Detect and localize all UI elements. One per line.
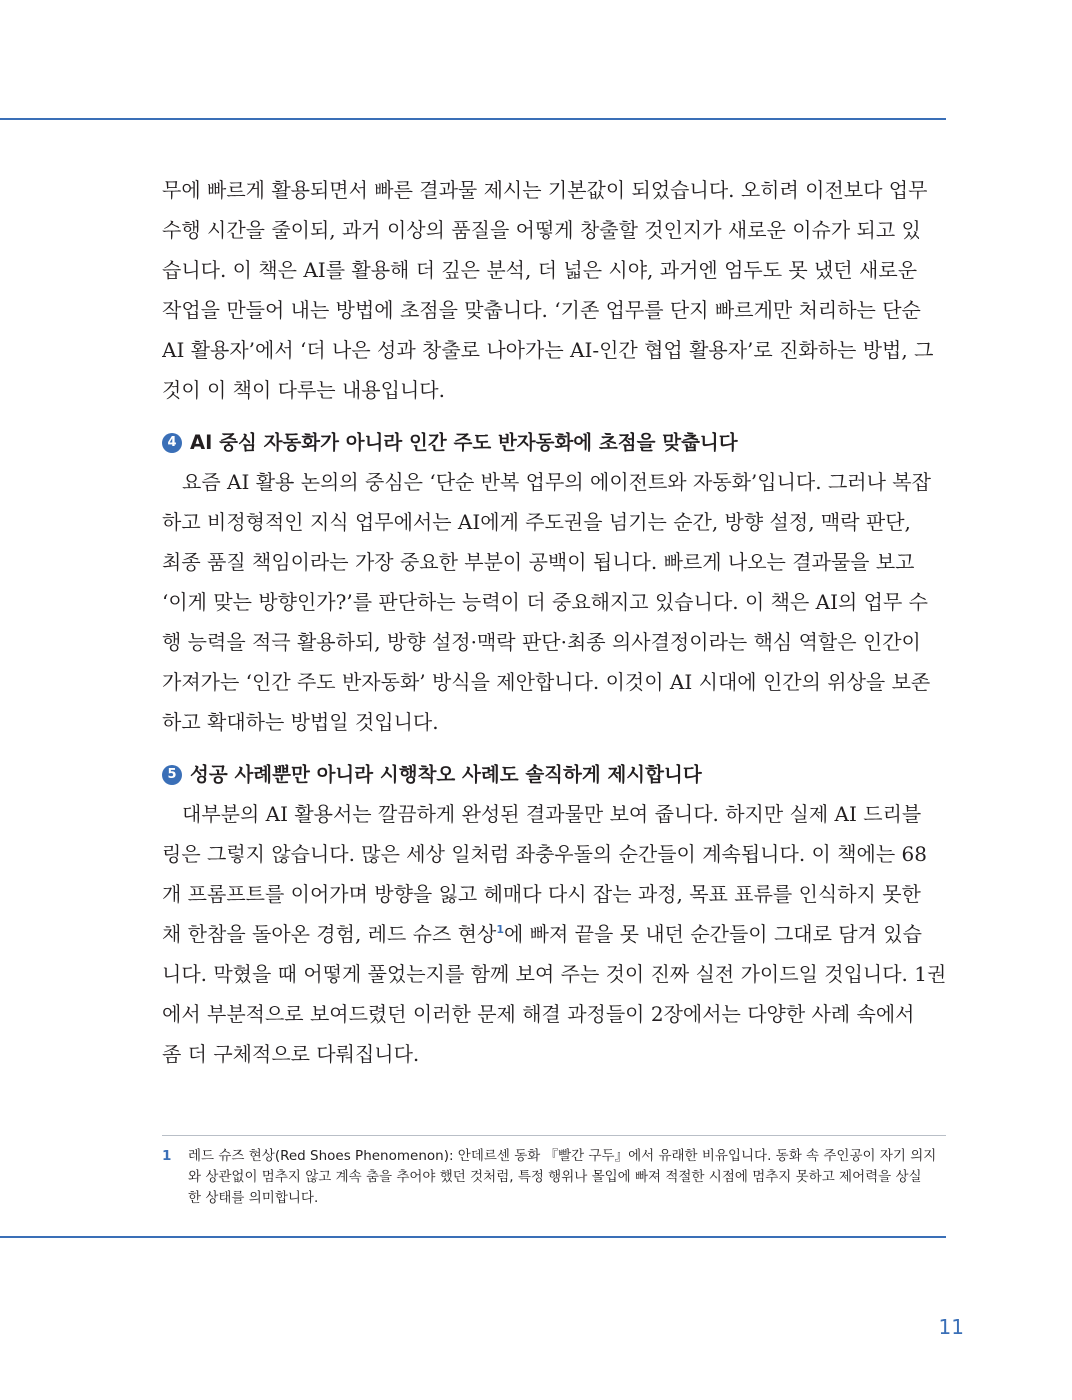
text-line: 하고 비정형적인 지식 업무에서는 AI에게 주도권을 넘기는 순간, 방향 설정, 맥락 판단, <box>162 510 911 534</box>
number-badge-icon: 5 <box>162 765 182 785</box>
text-line: 가져가는 ‘인간 주도 반자동화’ 방식을 제안합니다. 이것이 AI 시대에 인간의 위상을 보존 <box>162 670 931 694</box>
number-badge-icon: 4 <box>162 433 182 453</box>
text-line: 요즘 AI 활용 논의의 중심은 ‘단순 반복 업무의 에이전트와 자동화’입니다. 그러나 복잡 <box>182 470 931 494</box>
text-line: 니다. 막혔을 때 어떻게 풀었는지를 함께 보여 주는 것이 진짜 실전 가이드일 것입니다. 1권 <box>162 962 946 986</box>
footnote-text <box>188 1146 936 1209</box>
text-segment: 에 빠져 끝을 못 내던 순간들이 그대로 담겨 있습 <box>503 922 922 946</box>
page-number: 11 <box>938 1315 964 1339</box>
text-line: 개 프롬프트를 이어가며 방향을 잃고 헤매다 다시 잡는 과정, 목표 표류를 인식하지 못한 <box>162 882 921 906</box>
section-5-title: 성공 사례뿐만 아니라 시행착오 사례도 솔직하게 제시합니다 <box>190 763 702 786</box>
section-5-heading <box>162 758 946 792</box>
section-4-paragraph <box>162 462 946 742</box>
section-5-paragraph <box>162 794 946 1074</box>
intro-paragraph <box>162 170 946 410</box>
bottom-rule <box>0 1236 946 1238</box>
text-line <box>162 914 946 954</box>
text-line: 작업을 만들어 내는 방법에 초점을 맞춥니다. ‘기존 업무를 단지 빠르게만 처리하는 단순 <box>162 298 921 322</box>
text-line: 행 능력을 적극 활용하되, 방향 설정·맥락 판단·최종 의사결정이라는 핵심 역할은 인간이 <box>162 630 921 654</box>
footnote <box>162 1135 946 1209</box>
text-line: 에서 부분적으로 보여드렸던 이러한 문제 해결 과정들이 2장에서는 다양한 사례 속에서 <box>162 1002 915 1026</box>
footnote-reference[interactable]: 1 <box>496 923 504 936</box>
text-line: 대부분의 AI 활용서는 깔끔하게 완성된 결과물만 보여 줍니다. 하지만 실제 AI 드리블 <box>182 802 922 826</box>
text-line: 것이 이 책이 다루는 내용입니다. <box>162 378 445 402</box>
footnote-line: 레드 슈즈 현상(Red Shoes Phenomenon): 안데르센 동화 『빨간 구두』에서 유래한 비유입니다. 동화 속 주인공이 자기 의지 <box>188 1148 937 1164</box>
page-body <box>162 170 946 1090</box>
footnote-line: 한 상태를 의미합니다. <box>188 1190 319 1206</box>
text-line: AI 활용자’에서 ‘더 나은 성과 창출로 나아가는 AI-인간 협업 활용자’로 진화하는 방법, 그 <box>162 338 934 362</box>
text-line: 수행 시간을 줄이되, 과거 이상의 품질을 어떻게 창출할 것인지가 새로운 이슈가 되고 있 <box>162 218 921 242</box>
footnote-line: 와 상관없이 멈추지 않고 계속 춤을 추어야 했던 것처럼, 특정 행위나 몰입에 빠져 적절한 시점에 멈추지 못하고 제어력을 상실 <box>188 1169 922 1185</box>
top-rule <box>0 118 946 120</box>
section-4-heading <box>162 426 946 460</box>
section-4-title: AI 중심 자동화가 아니라 인간 주도 반자동화에 초점을 맞춥니다 <box>190 431 738 454</box>
text-line: 하고 확대하는 방법일 것입니다. <box>162 710 439 734</box>
text-line: 무에 빠르게 활용되면서 빠른 결과물 제시는 기본값이 되었습니다. 오히려 이전보다 업무 <box>162 178 928 202</box>
text-segment: 채 한참을 돌아온 경험, 레드 슈즈 현상 <box>162 922 497 946</box>
text-line: 최종 품질 책임이라는 가장 중요한 부분이 공백이 됩니다. 빠르게 나오는 결과물을 보고 <box>162 550 915 574</box>
text-line: 좀 더 구체적으로 다뤄집니다. <box>162 1042 420 1066</box>
footnote-number: 1 <box>162 1148 172 1164</box>
text-line: 링은 그렇지 않습니다. 많은 세상 일처럼 좌충우돌의 순간들이 계속됩니다. 이 책에는 68 <box>162 842 927 866</box>
text-line: ‘이게 맞는 방향인가?’를 판단하는 능력이 더 중요해지고 있습니다. 이 책은 AI의 업무 수 <box>162 590 928 614</box>
text-line: 습니다. 이 책은 AI를 활용해 더 깊은 분석, 더 넓은 시야, 과거엔 엄두도 못 냈던 새로운 <box>162 258 918 282</box>
